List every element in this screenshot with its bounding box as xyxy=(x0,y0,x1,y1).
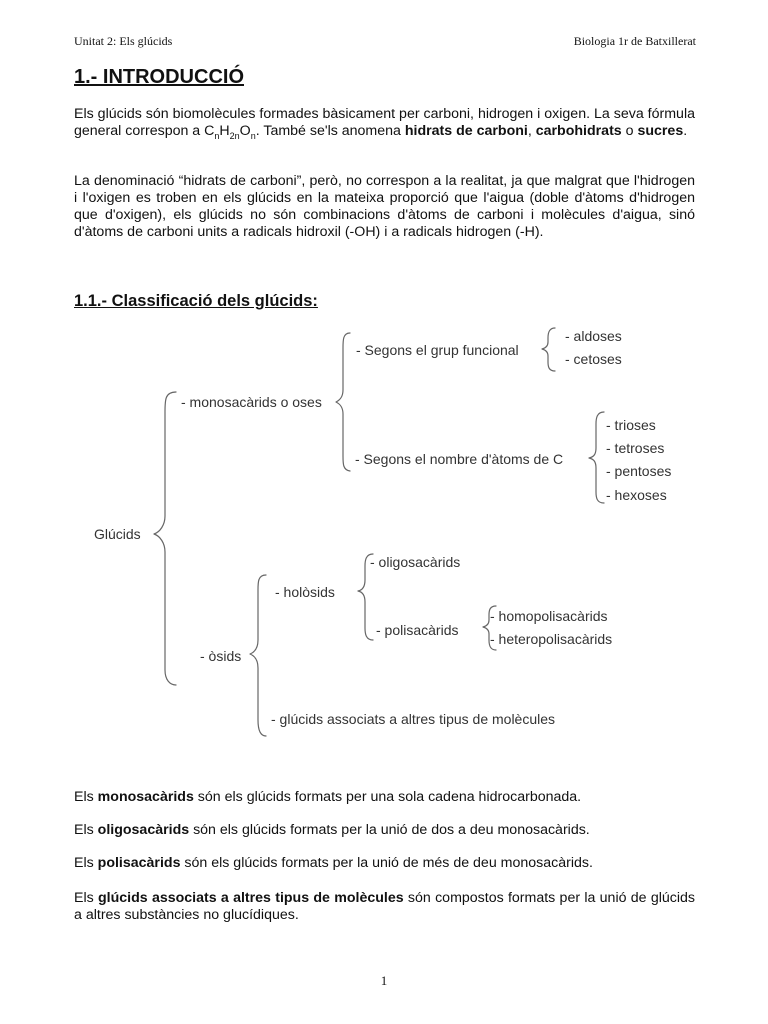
brace-nombre xyxy=(589,412,604,503)
definition-polisacarids: Els polisacàrids són els glúcids formats per la unió de més de deu monosacàrids. xyxy=(74,855,593,871)
tree-osids: - òsids xyxy=(200,648,242,664)
tree-holosids: - holòsids xyxy=(275,584,335,600)
tree-aldoses: - aldoses xyxy=(565,328,622,344)
page-title: 1.- INTRODUCCIÓ xyxy=(74,66,244,88)
tree-tetroses: - tetroses xyxy=(606,440,665,456)
tree-pentoses: - pentoses xyxy=(606,463,672,479)
brace-mono xyxy=(336,333,350,471)
definition-monosacarids: Els monosacàrids són els glúcids formats per una sola cadena hidrocarbonada. xyxy=(74,789,582,805)
section-title: 1.1.- Classificació dels glúcids: xyxy=(74,292,318,310)
tree-glucids-associats: - glúcids associats a altres tipus de molècules xyxy=(271,711,556,727)
intro-paragraph-1: Els glúcids són biomolècules formades bàsicament per carboni, hidrogen i oxigen. La seva fórmula general correspon a $C_nH_{2n}O_n$. També se'ls anomena hidrats de carboni, carbohidrats o sucres. xyxy=(74,106,695,141)
classification-diagram xyxy=(0,320,768,760)
tree-monosacarids: - monosacàrids o oses xyxy=(181,394,322,410)
brace-glucids xyxy=(154,392,176,685)
page-header-left: Unitat 2: Els glúcids xyxy=(74,34,173,48)
brace-grup xyxy=(542,328,555,371)
tree-trioses: - trioses xyxy=(606,417,656,433)
definition-glucids-associats: Els glúcids associats a altres tipus de molècules són compostos formats per la unió de glúcids a altres substàncies no glucídiques. xyxy=(74,890,696,923)
page-number: 1 xyxy=(380,973,388,988)
page-header-right: Biologia 1r de Batxillerat xyxy=(573,34,696,48)
tree-heteropolisacarids: - heteropolisacàrids xyxy=(490,631,613,647)
tree-cetoses: - cetoses xyxy=(565,351,622,367)
tree-root-glucids: Glúcids xyxy=(94,526,141,542)
tree-nombre-atoms: - Segons el nombre d'àtoms de C xyxy=(355,451,564,467)
tree-homopolisacarids: - homopolisacàrids xyxy=(490,608,608,624)
tree-polisacarids: - polisacàrids xyxy=(376,622,459,638)
brace-osids xyxy=(250,575,266,736)
tree-oligosacarids: - oligosacàrids xyxy=(370,554,461,570)
tree-hexoses: - hexoses xyxy=(606,487,667,503)
definition-oligosacarids: Els oligosacàrids són els glúcids formats per la unió de dos a deu monosacàrids. xyxy=(74,822,590,838)
tree-grup-funcional: - Segons el grup funcional xyxy=(356,342,519,358)
intro-paragraph-2: La denominació “hidrats de carboni”, però, no correspon a la realitat, ja que malgrat que l'hidrogen i l'oxigen es troben en els glúcids en la mateixa proporció que l'aigua (doble d'àtoms d'hidrogen que d'oxigen), els glúcids no són combinacions d'àtoms de carboni i molècules d'aigua, sinó d'àtoms de carboni units a radicals hidroxil (-OH) i a radicals hidrogen (-H). xyxy=(74,173,695,240)
